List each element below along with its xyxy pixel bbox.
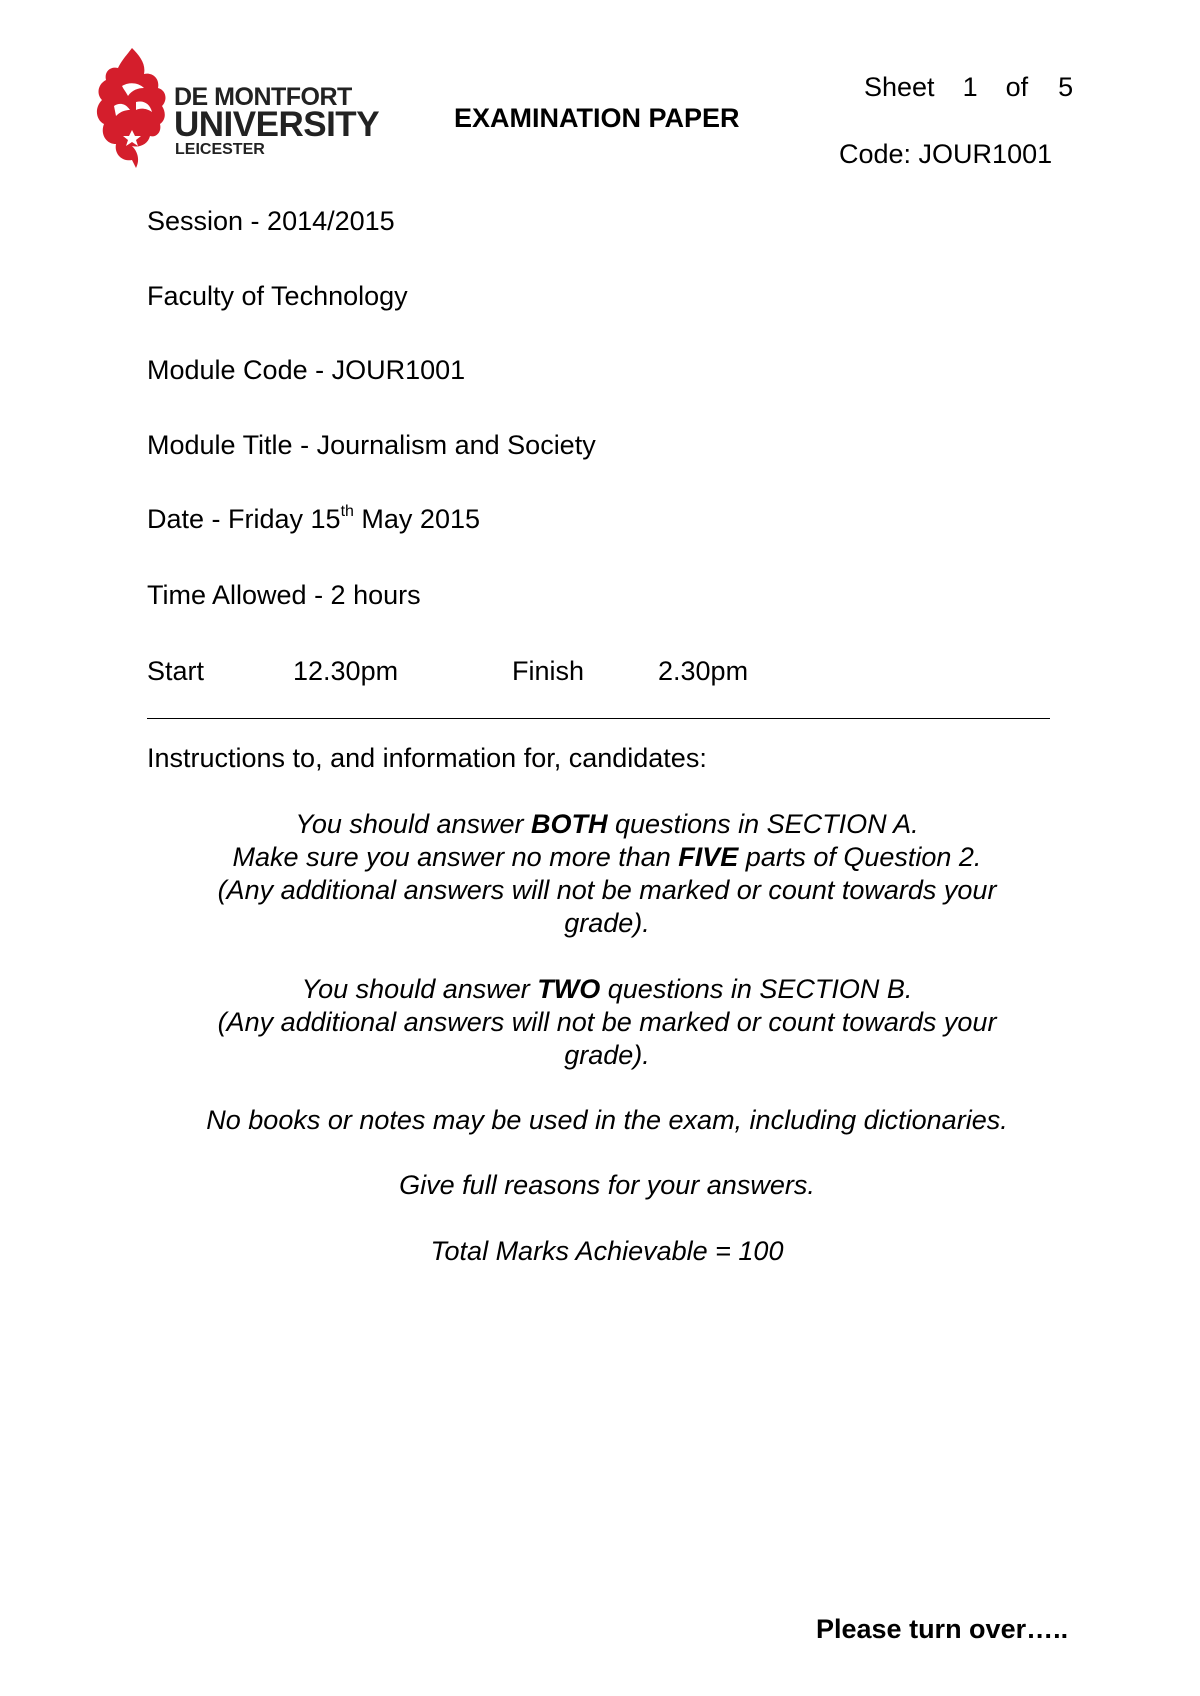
section-a-line-4: grade). — [564, 908, 650, 938]
sheet-total: 5 — [1058, 72, 1074, 102]
date-prefix: Date - Friday 15 — [147, 504, 341, 534]
university-logo — [92, 46, 382, 170]
please-turn-over: Please turn over….. — [816, 1614, 1069, 1644]
sheet-label: Sheet — [864, 72, 935, 102]
section-b-instructions — [147, 973, 1067, 1072]
total-marks-notice: Total Marks Achievable = 100 — [430, 1236, 784, 1266]
section-b-line-2: (Any additional answers will not be marked or count towards your — [217, 1007, 997, 1037]
page-title: EXAMINATION PAPER — [454, 103, 740, 133]
sheet-current: 1 — [962, 72, 978, 102]
module-title-line: Module Title - Journalism and Society — [147, 430, 596, 460]
emphasis-both: BOTH — [531, 809, 608, 839]
section-a-line-3: (Any additional answers will not be marked or count towards your — [217, 875, 997, 905]
section-a-instructions — [147, 808, 1067, 940]
start-finish-row — [147, 656, 1047, 692]
no-books-notice: No books or notes may be used in the exam, including dictionaries. — [206, 1105, 1008, 1135]
emphasis-five: FIVE — [678, 842, 739, 872]
section-b-line-3: grade). — [564, 1040, 650, 1070]
logo-line-university: UNIVERSITY — [174, 105, 380, 144]
emphasis-two: TWO — [537, 974, 601, 1004]
section-b-line-1: You should answer TWO questions in SECTION B. — [301, 974, 913, 1004]
finish-time: 2.30pm — [658, 656, 749, 686]
finish-label: Finish — [512, 656, 585, 686]
date-suffix: May 2015 — [353, 504, 480, 534]
instructions-heading: Instructions to, and information for, candidates: — [147, 743, 707, 773]
faculty-line: Faculty of Technology — [147, 281, 408, 311]
session-line: Session - 2014/2015 — [147, 206, 395, 236]
exam-code: Code: JOUR1001 — [839, 139, 1053, 169]
time-allowed-line: Time Allowed - 2 hours — [147, 580, 421, 610]
sheet-of-label: of — [1005, 72, 1029, 102]
module-code-line: Module Code - JOUR1001 — [147, 355, 466, 385]
logo-line-de-montfort: DE MONTFORT — [174, 83, 352, 111]
full-reasons-notice: Give full reasons for your answers. — [399, 1170, 815, 1200]
logo-line-leicester: LEICESTER — [175, 141, 265, 158]
sheet-counter — [864, 72, 1073, 103]
date-ordinal: th — [340, 503, 354, 520]
start-label: Start — [147, 656, 205, 686]
divider — [147, 718, 1050, 719]
section-a-line-1: You should answer BOTH questions in SECTION A. — [295, 809, 919, 839]
start-time: 12.30pm — [293, 656, 399, 686]
date-line — [147, 504, 480, 535]
section-a-line-2: Make sure you answer no more than FIVE parts of Question 2. — [232, 842, 982, 872]
lion-emblem-icon — [92, 46, 174, 170]
